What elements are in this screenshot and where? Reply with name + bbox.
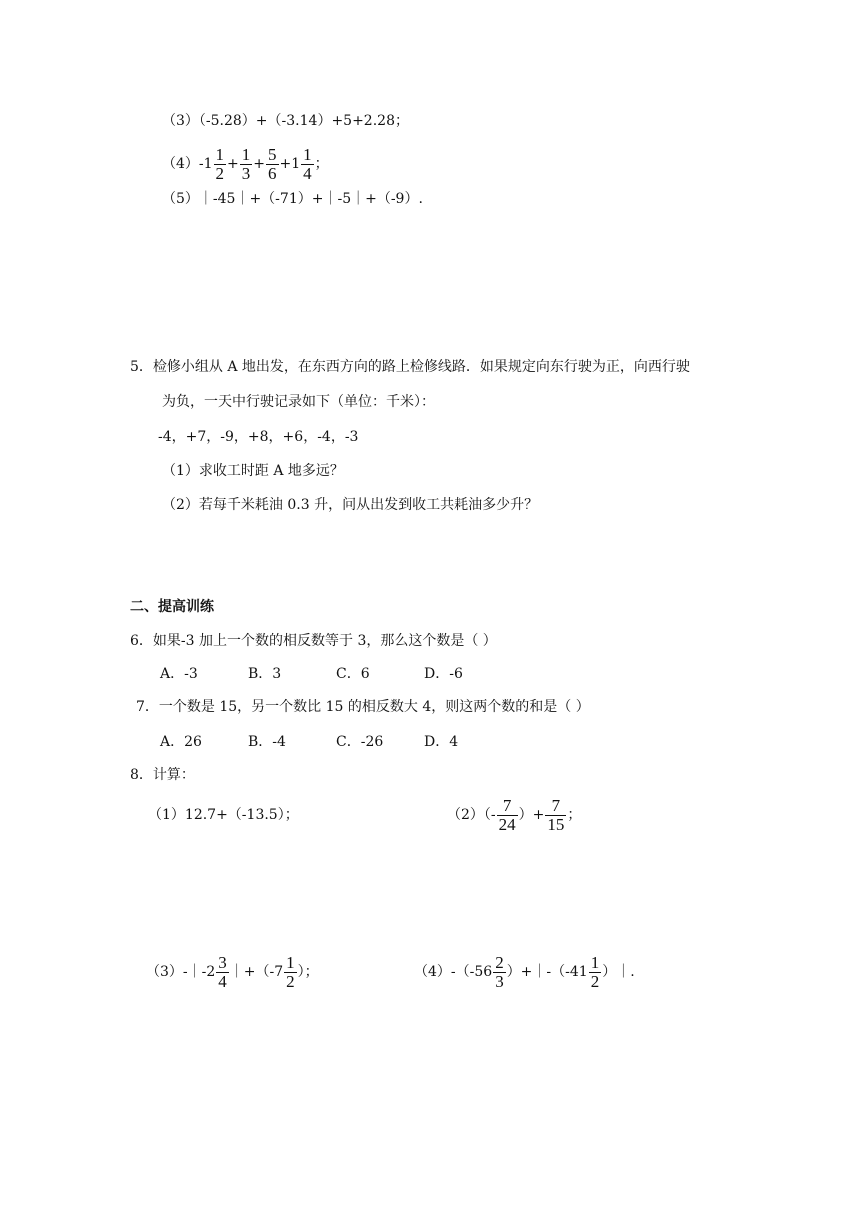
option-b: B．-4 [248, 734, 286, 750]
fraction: $\frac{5}{6}$ [268, 144, 277, 183]
fraction: $\frac{1}{4}$ [303, 144, 312, 183]
question-7-stem: 7．一个数是 15，另一个数比 15 的相反数大 4，则这两个数的和是（ ） [136, 699, 590, 715]
question-8-part-3: （3）-｜-2 $\frac{3}{4}$ ｜+（-7 $\frac{1}{2}$ ）； [146, 952, 319, 991]
question-8-part-4: （4）-（-56 $\frac{2}{3}$ ）+｜-（-41 $\frac{1}{2}$ ）｜. [414, 952, 635, 991]
problem-4-part-3: （3）（-5.28）+（-3.14）+5+2.28； [162, 113, 409, 129]
question-8-part-1: （1）12.7+（-13.5）； [148, 807, 299, 823]
question-5-line-1: 5．检修小组从 A 地出发，在东西方向的路上检修线路．如果规定向东行驶为正，向西行驶 [130, 359, 690, 375]
question-5-data: -4，+7，-9，+8，+6，-4，-3 [158, 429, 359, 445]
option-c: C．6 [336, 666, 370, 682]
section-heading: 二、提高训练 [130, 599, 214, 615]
option-c: C．-26 [336, 734, 384, 750]
fraction: $\frac{1}{2}$ [215, 144, 225, 183]
question-6-options [160, 664, 512, 684]
fraction: $\frac{7}{15}$ [547, 795, 565, 834]
fraction: $\frac{1}{3}$ [241, 144, 251, 183]
fraction: $\frac{2}{3}$ [495, 952, 504, 991]
question-8-part-2: （2）（- $\frac{7}{24}$ ）+ $\frac{7}{15}$ ； [447, 795, 582, 834]
question-5-line-2: 为负，一天中行驶记录如下（单位：千米）： [162, 394, 435, 410]
fraction: $\frac{1}{2}$ [590, 952, 600, 991]
option-d: D．-6 [424, 666, 463, 682]
fraction: $\frac{3}{4}$ [218, 952, 227, 991]
question-7-options [160, 732, 512, 752]
problem-4-part-5: （5）｜-45｜+（-71）+｜-5｜+（-9）. [162, 191, 423, 207]
question-8-stem: 8．计算： [130, 767, 195, 783]
fraction: $\frac{7}{24}$ [498, 795, 516, 834]
fraction: $\frac{1}{2}$ [286, 952, 295, 991]
question-6-stem: 6．如果-3 加上一个数的相反数等于 3，那么这个数是（ ） [130, 633, 497, 649]
option-a: A．-3 [160, 666, 198, 682]
option-d: D．4 [424, 734, 459, 750]
expression-prefix: （4）-1 [162, 156, 213, 172]
option-a: A．26 [160, 734, 202, 750]
option-b: B．3 [248, 666, 282, 682]
question-5-sub-1: （1）求收工时距 A 地多远？ [162, 463, 344, 479]
question-5-sub-2: （2）若每千米耗油 0.3 升，问从出发到收工共耗油多少升？ [162, 497, 539, 513]
problem-4-part-4: （4）-1 $\frac{1}{2}$ + $\frac{1}{3}$ + $\frac{5}{6}$ +1 $\frac{1}{4}$ ； [162, 144, 329, 183]
